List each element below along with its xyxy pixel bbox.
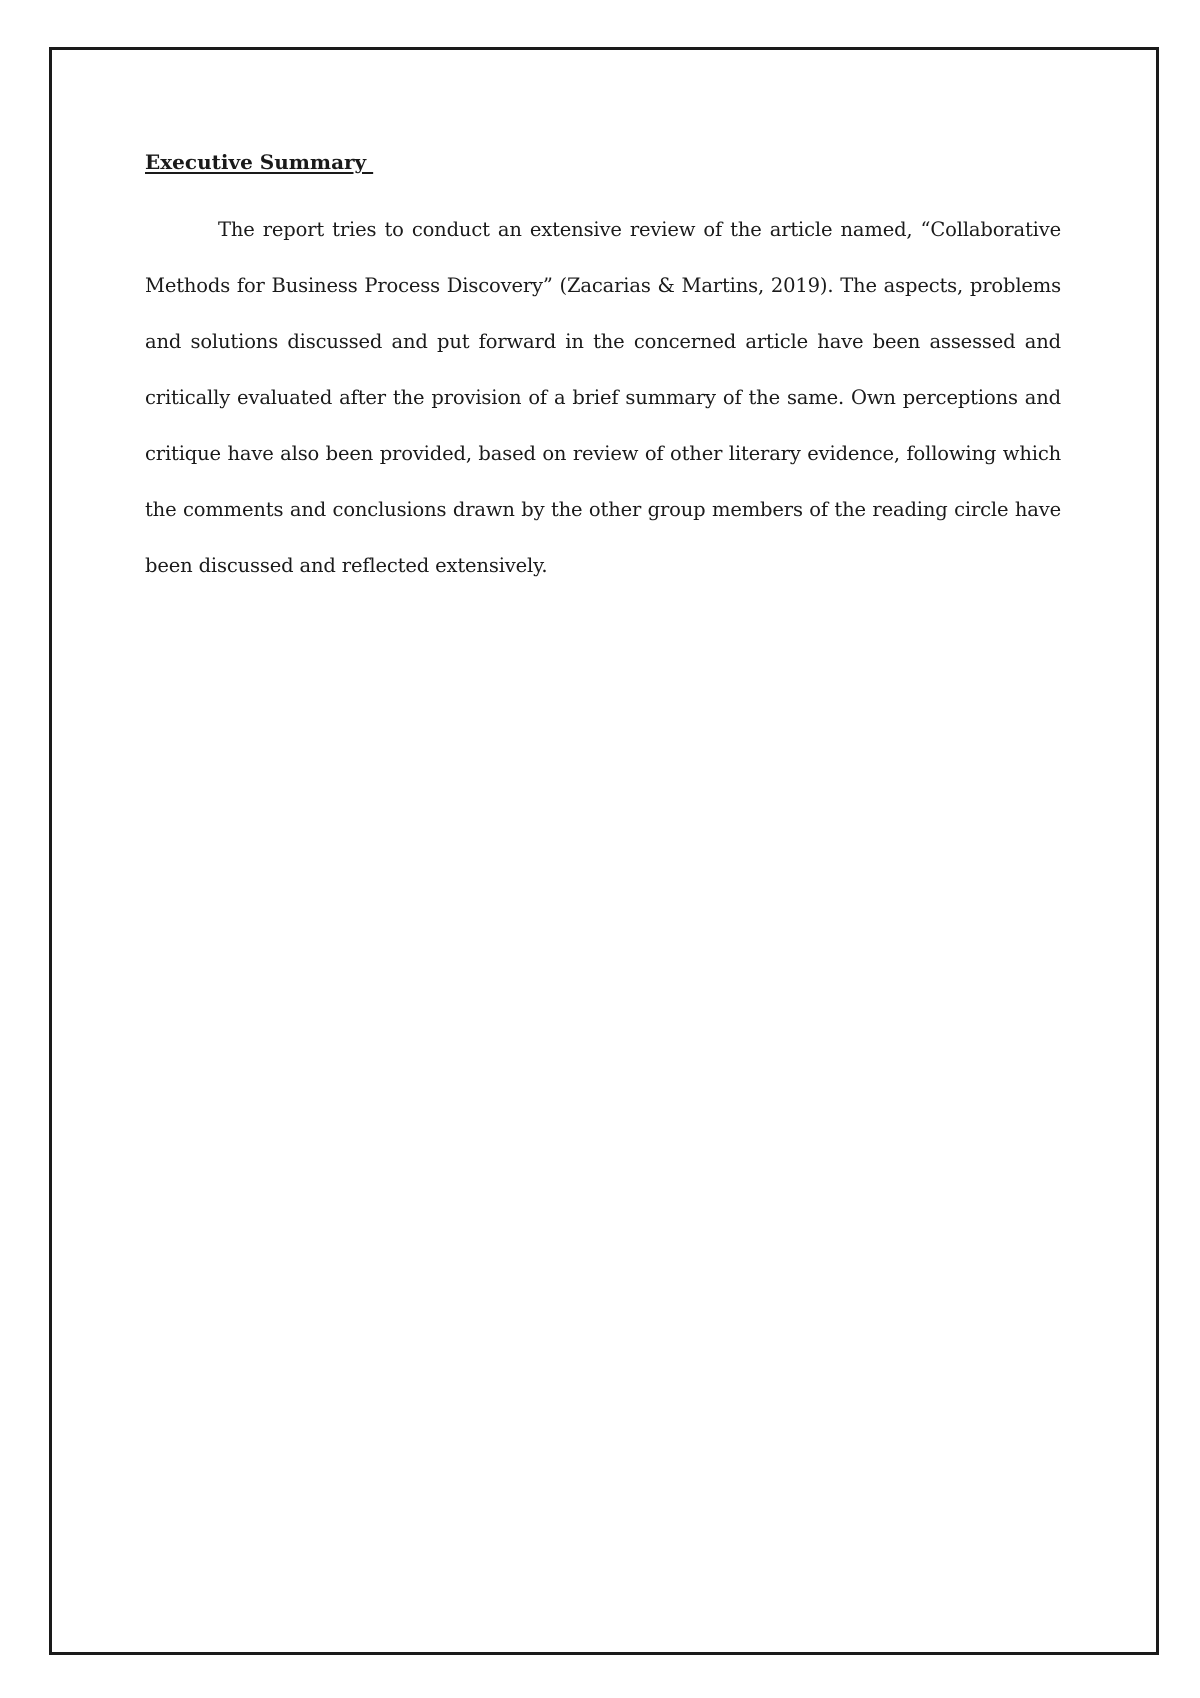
document-body: [145, 148, 1061, 594]
summary-paragraph: The report tries to conduct an extensive review of the article named, “Collaborative Methods for Business Process Discovery” (Zacarias & Martins, 2019). The aspects, problems and solutions discussed and put forward in the concerned article have been assessed and critically evaluated after the provision of a brief summary of the same. Own perceptions and critique have also been provided, based on review of other literary evidence, following which the comments and conclusions drawn by the other group members of the reading circle have been discussed and reflected extensively.: [145, 218, 1061, 577]
section-heading: [145, 148, 1061, 176]
section-heading-text: Executive Summary: [145, 150, 374, 174]
